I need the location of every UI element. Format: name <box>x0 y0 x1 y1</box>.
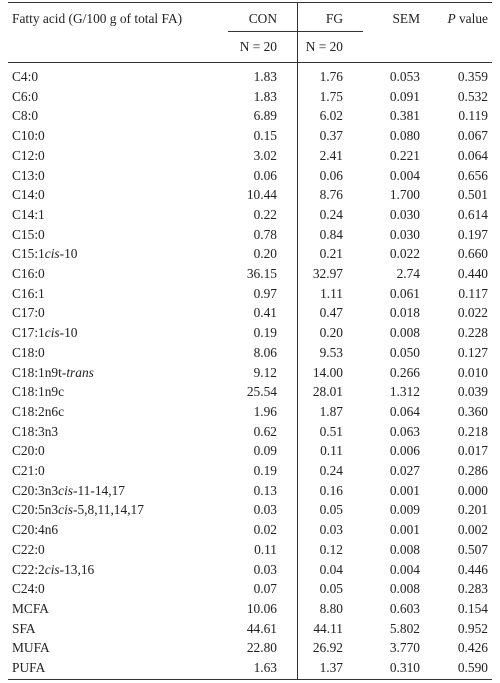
p-value: 0.656 <box>457 167 488 183</box>
p-value: 0.614 <box>457 206 488 222</box>
con-value: 0.15 <box>253 128 277 144</box>
fg-value: 0.24 <box>319 463 343 478</box>
table-row <box>0 146 500 166</box>
fatty-acid-name: C14:0 <box>12 187 45 203</box>
p-value: 0.532 <box>457 88 488 104</box>
con-value: 0.09 <box>253 443 277 459</box>
p-value: 0.119 <box>458 108 488 124</box>
p-value: 0.010 <box>457 364 488 380</box>
fg-value: 0.24 <box>319 206 343 222</box>
con-value: 0.07 <box>253 581 277 597</box>
sem-value: 0.004 <box>389 561 420 577</box>
table-row <box>0 658 500 678</box>
con-value: 0.20 <box>253 246 277 262</box>
fatty-acid-name: MCFA <box>12 600 49 616</box>
table-row <box>0 520 500 540</box>
sem-value: 0.310 <box>389 660 420 675</box>
table-row <box>0 303 500 323</box>
sem-value: 0.080 <box>389 128 420 144</box>
fatty-acid-name: C14:1 <box>12 206 45 222</box>
fg-value: 26.92 <box>312 640 343 656</box>
table-row <box>0 284 500 304</box>
fatty-acid-name <box>12 244 77 264</box>
fatty-acid-name-part: C18:1n9t- <box>12 364 67 380</box>
sem-value: 0.004 <box>389 167 420 183</box>
fg-value: 0.84 <box>319 226 343 242</box>
fatty-acid-name: C22:0 <box>12 541 45 557</box>
sem-value: 0.018 <box>389 305 420 321</box>
sem-value: 0.030 <box>389 206 420 222</box>
table-row <box>0 599 500 619</box>
con-value: 10.06 <box>246 600 277 616</box>
fatty-acid-name: C10:0 <box>12 128 45 144</box>
con-value: 44.61 <box>246 620 277 636</box>
fg-value: 0.11 <box>320 443 343 459</box>
fatty-acid-name: C18:3n3 <box>12 423 59 439</box>
con-value: 0.78 <box>253 226 277 242</box>
con-value: 0.62 <box>253 423 277 439</box>
con-value: 0.41 <box>253 305 277 321</box>
fg-value: 0.51 <box>319 423 343 439</box>
fatty-acid-name: MUFA <box>12 640 50 656</box>
sem-value: 0.050 <box>389 344 420 360</box>
sem-value: 0.022 <box>389 246 420 262</box>
con-value: 0.97 <box>253 285 277 301</box>
fatty-acid-name <box>12 323 77 343</box>
table-row <box>0 382 500 402</box>
fatty-acid-name: C13:0 <box>12 167 45 183</box>
con-value: 0.11 <box>254 541 277 557</box>
fg-value: 32.97 <box>312 266 343 281</box>
fatty-acid-name: SFA <box>12 620 36 636</box>
fg-value: 28.01 <box>312 384 343 400</box>
table-row <box>0 441 500 461</box>
con-value: 0.19 <box>253 325 277 341</box>
fg-value: 0.47 <box>319 305 343 321</box>
table-row <box>0 185 500 205</box>
con-value: 10.44 <box>246 187 277 203</box>
fatty-acid-name-part: -11-14,17 <box>73 482 125 498</box>
fatty-acid-name: C12:0 <box>12 147 45 163</box>
table-row <box>0 244 500 264</box>
p-value: 0.127 <box>457 344 488 360</box>
p-value: 0.440 <box>457 266 488 281</box>
sem-value: 0.001 <box>389 482 420 498</box>
fg-value: 0.20 <box>319 325 343 341</box>
con-value: 6.89 <box>253 108 277 124</box>
fatty-acid-name: C18:0 <box>12 344 45 360</box>
fg-value: 9.53 <box>319 344 343 360</box>
p-value: 0.022 <box>457 305 488 321</box>
sem-value: 1.700 <box>389 187 420 203</box>
fg-value: 0.05 <box>319 581 343 597</box>
con-value: 0.03 <box>253 502 277 518</box>
table-row <box>0 323 500 343</box>
p-value: 0.017 <box>457 443 488 459</box>
fatty-acid-name-part: -10 <box>59 246 78 262</box>
p-value: 0.283 <box>457 581 488 597</box>
sem-value: 0.006 <box>389 443 420 459</box>
p-value: 0.286 <box>457 463 488 478</box>
fatty-acid-name-italic: trans <box>66 364 94 380</box>
header-n-con: N = 20 <box>239 39 277 54</box>
table-row <box>0 560 500 580</box>
table-row <box>0 225 500 245</box>
fg-value: 0.05 <box>319 502 343 518</box>
header-fg: FG <box>325 11 343 26</box>
fg-value: 6.02 <box>319 108 343 124</box>
fatty-acid-name: C20:4n6 <box>12 522 59 538</box>
header-fatty-acid: Fatty acid (G/100 g of total FA) <box>12 11 183 26</box>
con-value: 8.06 <box>253 344 277 360</box>
header-sem: SEM <box>392 11 420 26</box>
fatty-acid-name-part: -5,8,11,14,17 <box>73 502 144 518</box>
fatty-acid-name: C20:0 <box>12 443 45 459</box>
fatty-acid-name: C18:2n6c <box>12 403 65 419</box>
table-row <box>0 638 500 658</box>
con-value: 3.02 <box>253 147 277 163</box>
fg-value: 0.16 <box>319 482 343 498</box>
table-row <box>0 481 500 501</box>
sem-value: 3.770 <box>389 640 420 656</box>
sem-value: 0.091 <box>389 88 420 104</box>
con-value: 0.03 <box>253 561 277 577</box>
fatty-acid-name <box>12 560 94 580</box>
fatty-acid-name: C24:0 <box>12 581 45 597</box>
fg-value: 1.11 <box>320 285 343 301</box>
p-value: 0.154 <box>457 600 488 616</box>
sem-value: 0.008 <box>389 581 420 597</box>
fatty-acid-name <box>12 500 144 520</box>
p-value: 0.002 <box>457 522 488 538</box>
table-row <box>0 264 500 284</box>
sem-value: 0.027 <box>389 463 420 478</box>
table-row <box>0 402 500 422</box>
con-value: 0.19 <box>253 463 277 478</box>
header-rule <box>8 62 492 63</box>
fg-value: 0.21 <box>319 246 343 262</box>
p-value: 0.067 <box>457 128 488 144</box>
sem-value: 0.008 <box>389 541 420 557</box>
header-p-rest: value <box>455 11 488 26</box>
fatty-acid-name-italic: cis <box>44 561 60 577</box>
fatty-acid-name-part: C20:3n3 <box>12 482 59 498</box>
p-value: 0.117 <box>458 285 488 301</box>
fatty-acid-name-part: C20:5n3 <box>12 502 59 518</box>
p-value: 0.360 <box>457 403 488 419</box>
sem-value: 0.001 <box>389 522 420 538</box>
con-value: 0.22 <box>253 206 277 222</box>
table-row <box>0 579 500 599</box>
fatty-acid-name <box>12 363 94 383</box>
con-value: 0.13 <box>253 482 277 498</box>
group-rule <box>228 31 363 32</box>
fatty-acid-name-italic: cis <box>58 482 74 498</box>
fg-value: 8.76 <box>319 187 343 203</box>
sem-value: 0.381 <box>389 108 420 124</box>
fatty-acid-name-italic: cis <box>58 502 74 518</box>
fatty-acid-name-italic: cis <box>44 325 60 341</box>
table-row <box>0 422 500 442</box>
table-row <box>0 500 500 520</box>
p-value: 0.446 <box>457 561 488 577</box>
fatty-acid-name: C8:0 <box>12 108 39 124</box>
table-row <box>0 166 500 186</box>
fatty-acid-name-part: C15:1 <box>12 246 45 262</box>
fg-value: 1.76 <box>319 69 343 84</box>
fatty-acid-name-part: -10 <box>59 325 78 341</box>
fatty-acid-name: C16:1 <box>12 285 45 301</box>
p-value: 0.952 <box>457 620 488 636</box>
sem-value: 1.312 <box>389 384 420 400</box>
fg-value: 1.87 <box>319 403 343 419</box>
table-row <box>0 461 500 481</box>
con-value: 1.83 <box>253 88 277 104</box>
fatty-acid-name-part: C17:1 <box>12 325 45 341</box>
con-value: 0.06 <box>253 167 277 183</box>
fg-value: 8.80 <box>319 600 343 616</box>
p-value: 0.039 <box>457 384 488 400</box>
sem-value: 0.063 <box>389 423 420 439</box>
con-value: 25.54 <box>246 384 277 400</box>
table-row <box>0 205 500 225</box>
sem-value: 0.221 <box>389 147 420 163</box>
p-value: 0.064 <box>457 147 488 163</box>
fg-value: 0.12 <box>319 541 343 557</box>
fatty-acid-name: C15:0 <box>12 226 45 242</box>
fg-value: 0.06 <box>319 167 343 183</box>
fatty-acid-name <box>12 481 125 501</box>
sem-value: 5.802 <box>389 620 420 636</box>
con-value: 36.15 <box>246 266 277 281</box>
con-value: 1.96 <box>253 403 277 419</box>
top-rule <box>8 2 492 3</box>
p-value: 0.660 <box>457 246 488 262</box>
table-row <box>0 106 500 126</box>
header-con: CON <box>248 11 277 26</box>
con-value: 1.63 <box>253 660 277 675</box>
table-row <box>0 126 500 146</box>
sem-value: 0.009 <box>389 502 420 518</box>
fatty-acid-name: C18:1n9c <box>12 384 65 400</box>
fatty-acid-name-part: C22:2 <box>12 561 45 577</box>
fatty-acid-name: C17:0 <box>12 305 45 321</box>
sem-value: 2.74 <box>396 266 420 281</box>
table-row <box>0 87 500 107</box>
table-row <box>0 363 500 383</box>
fg-value: 2.41 <box>319 147 343 163</box>
p-value: 0.201 <box>457 502 488 518</box>
table-row <box>0 343 500 363</box>
fg-value: 0.03 <box>319 522 343 538</box>
fatty-acid-name-part: -13,16 <box>59 561 95 577</box>
p-value: 0.507 <box>457 541 488 557</box>
header-p-value <box>447 11 488 27</box>
sem-value: 0.603 <box>389 600 420 616</box>
fg-value: 1.37 <box>319 660 343 675</box>
fatty-acid-name: C21:0 <box>12 463 45 478</box>
fg-value: 14.00 <box>312 364 343 380</box>
sem-value: 0.266 <box>389 364 420 380</box>
sem-value: 0.053 <box>389 69 420 84</box>
p-value: 0.197 <box>457 226 488 242</box>
table-row <box>0 540 500 560</box>
p-value: 0.228 <box>457 325 488 341</box>
sem-value: 0.061 <box>389 285 420 301</box>
fg-value: 44.11 <box>313 620 343 636</box>
con-value: 0.02 <box>253 522 277 538</box>
con-value: 1.83 <box>253 69 277 84</box>
p-value: 0.000 <box>457 482 488 498</box>
fg-value: 0.37 <box>319 128 343 144</box>
sem-value: 0.064 <box>389 403 420 419</box>
p-value: 0.426 <box>457 640 488 656</box>
fatty-acid-name: PUFA <box>12 660 46 675</box>
fatty-acid-name: C6:0 <box>12 88 39 104</box>
p-value: 0.218 <box>457 423 488 439</box>
header-p-italic: P <box>447 11 456 26</box>
fg-value: 1.75 <box>319 88 343 104</box>
fatty-acid-name-italic: cis <box>44 246 60 262</box>
fatty-acid-name: C16:0 <box>12 266 45 281</box>
sem-value: 0.008 <box>389 325 420 341</box>
p-value: 0.359 <box>457 69 488 84</box>
con-value: 22.80 <box>246 640 277 656</box>
bottom-rule <box>8 679 492 680</box>
p-value: 0.590 <box>457 660 488 675</box>
p-value: 0.501 <box>457 187 488 203</box>
table-row <box>0 619 500 639</box>
sem-value: 0.030 <box>389 226 420 242</box>
fg-value: 0.04 <box>319 561 343 577</box>
con-value: 9.12 <box>253 364 277 380</box>
fatty-acid-name: C4:0 <box>12 69 39 84</box>
table-row <box>0 67 500 87</box>
header-n-fg: N = 20 <box>305 39 343 54</box>
